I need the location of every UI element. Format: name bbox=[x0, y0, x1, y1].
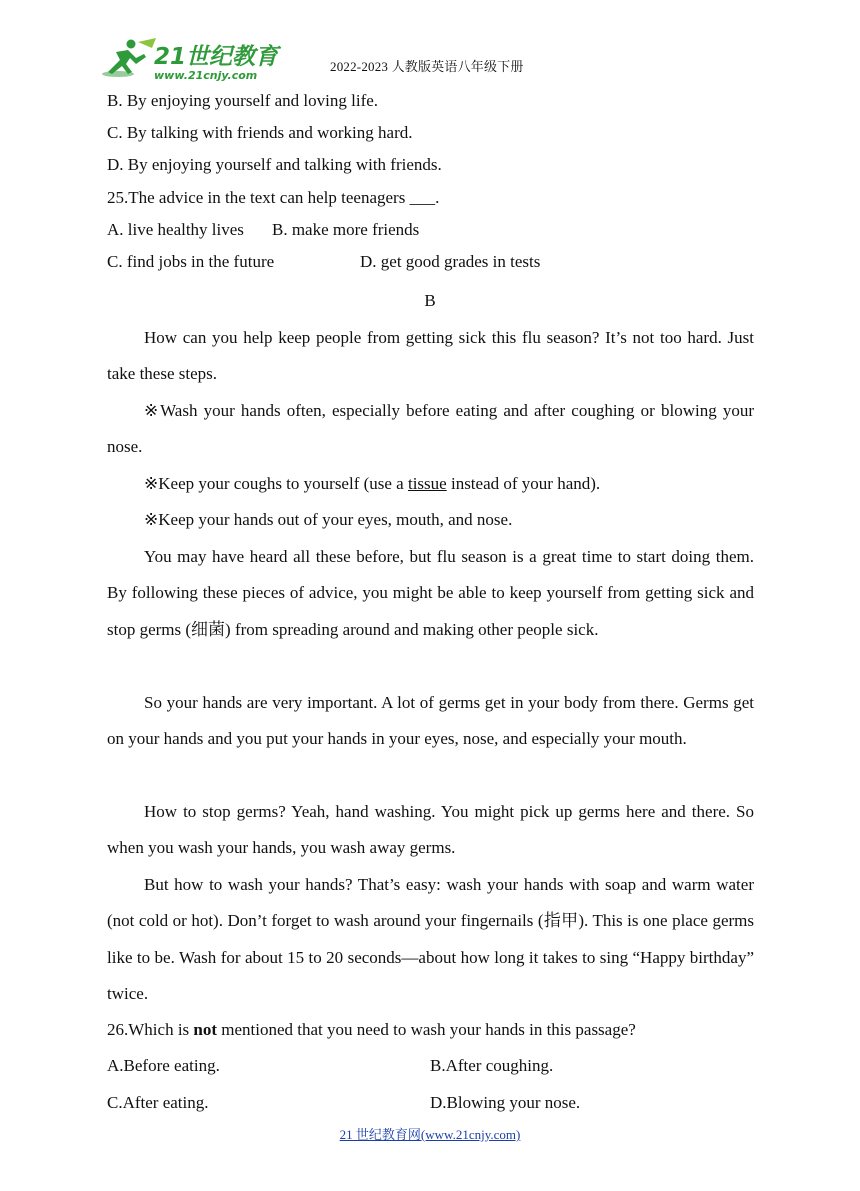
step-hands-out: ※Keep your hands out of your eyes, mouth, and nose. bbox=[144, 510, 513, 529]
q25-option-a: A. live healthy lives bbox=[107, 220, 244, 239]
underlined-word: tissue bbox=[407, 474, 447, 493]
section-label: B bbox=[424, 291, 436, 310]
passage-paragraph-4: How to stop germs? Yeah, hand washing. You might pick up germs here and there. So when you wash your hands, you wash away germs. bbox=[107, 802, 754, 858]
q26-option-c: C.After eating. bbox=[107, 1093, 209, 1112]
q25-stem: 25.The advice in the text can help teenagers ___. bbox=[107, 188, 440, 207]
passage-paragraph-2: You may have heard all these before, but flu season is a great time to start doing them. By following these pieces of advice, you might be able to keep yourself from getting sick and stop germs (细菌) from spreading around and making other people sick. bbox=[107, 547, 754, 639]
q26-option-b: B.After coughing. bbox=[430, 1056, 554, 1075]
passage-paragraph-5: But how to wash your hands? That’s easy: wash your hands with soap and warm water (not cold or hot). Don’t forget to wash around your fingernails (指甲). This is one place germs like to be. Wash for about 15 to 20 seconds—about how long it takes to sing “Happy birthday” twice. bbox=[107, 875, 754, 1004]
step-wash-hands: ※Wash your hands often, especially before eating and after coughing or blowing your nose. bbox=[107, 401, 754, 457]
q24-option-b: B. By enjoying yourself and loving life. bbox=[107, 91, 379, 110]
logo-url: www.21cnjy.com bbox=[154, 69, 258, 82]
q24-option-c: C. By talking with friends and working hard. bbox=[107, 123, 413, 142]
q26-stem: 26.Which is not mentioned that you need to wash your hands in this passage? bbox=[107, 1020, 636, 1039]
q25-option-d: D. get good grades in tests bbox=[360, 252, 541, 271]
header-title: 2022-2023 人教版英语八年级下册 bbox=[330, 59, 524, 74]
q25-option-b: B. make more friends bbox=[272, 220, 420, 239]
step-coughs: ※Keep your coughs to yourself (use a tissue instead of your hand). bbox=[144, 474, 601, 493]
logo-text: 21世纪教育 bbox=[154, 44, 279, 70]
passage-intro: How can you help keep people from getting sick this flu season? It’s not too hard. Just take these steps. bbox=[107, 328, 754, 384]
q26-option-a: A.Before eating. bbox=[107, 1056, 220, 1075]
q25-option-c: C. find jobs in the future bbox=[107, 252, 275, 271]
q26-option-d: D.Blowing your nose. bbox=[430, 1093, 581, 1112]
passage-paragraph-3: So your hands are very important. A lot of germs get in your body from there. Germs get on your hands and you put your hands in your eyes, nose, and especially your mouth. bbox=[107, 693, 754, 749]
q24-option-d: D. By enjoying yourself and talking with friends. bbox=[107, 155, 442, 174]
footer-link[interactable]: 21 世纪教育网(www.21cnjy.com) bbox=[339, 1127, 521, 1142]
site-logo bbox=[98, 36, 288, 82]
